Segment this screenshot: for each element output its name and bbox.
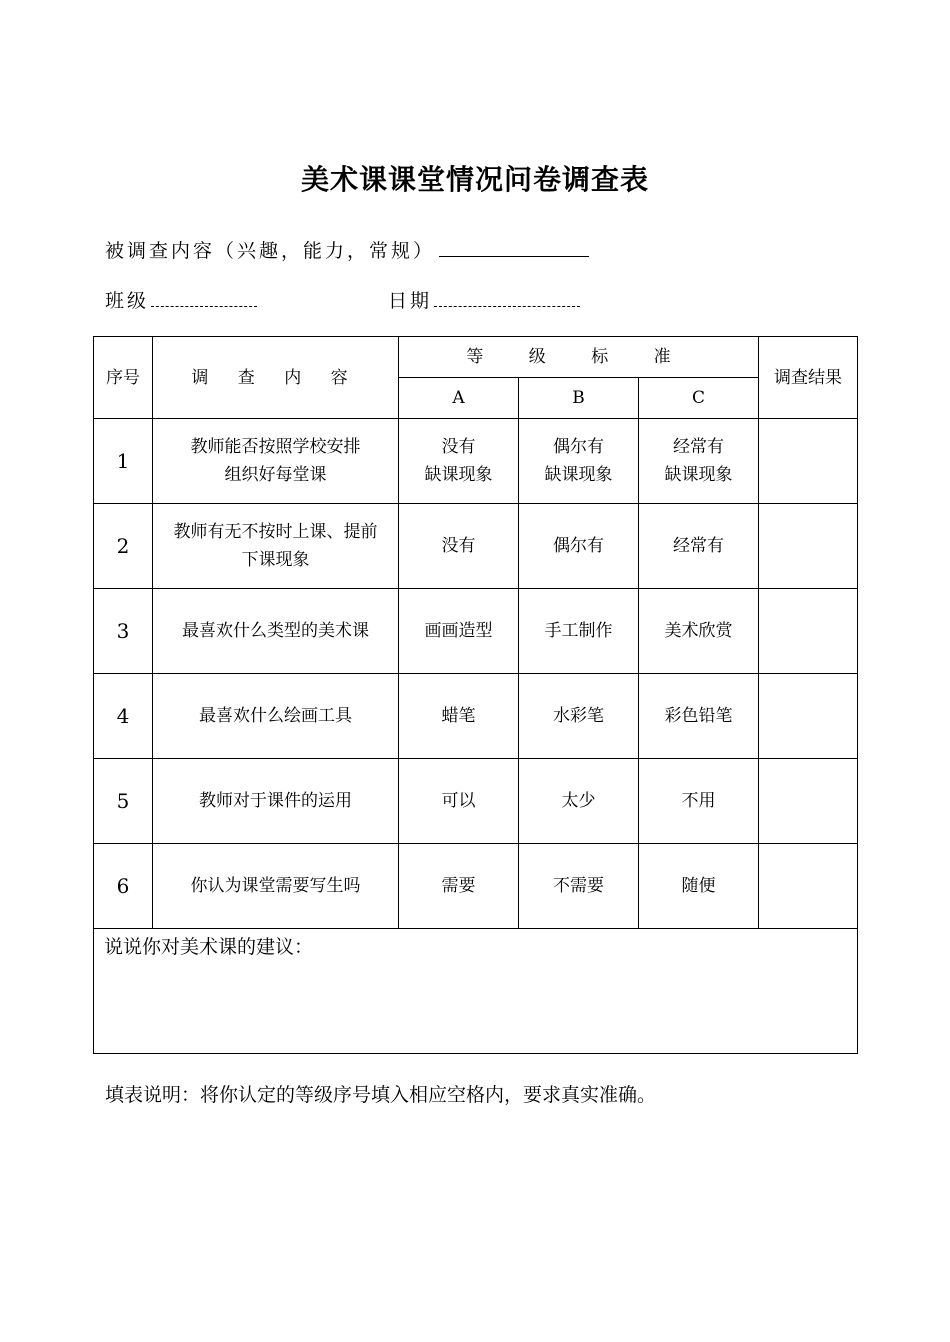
class-blank[interactable]: [151, 290, 257, 307]
class-line: [105, 286, 257, 313]
suggestion-label: 说说你对美术课的建议：: [104, 936, 314, 958]
result-cell[interactable]: [759, 419, 858, 504]
header-result: 调查结果: [759, 337, 858, 419]
table-row: [94, 419, 858, 504]
survey-table: [93, 336, 858, 1054]
option-a: 蜡笔: [399, 674, 519, 759]
row-content: 最喜欢什么绘画工具: [153, 674, 399, 759]
document-title: 美术课课堂情况问卷调查表: [300, 163, 649, 196]
row-content: 教师能否按照学校安排 组织好每堂课: [153, 419, 399, 504]
row-number: 6: [94, 844, 153, 929]
option-a: 需要: [399, 844, 519, 929]
header-grade-b: B: [519, 378, 639, 419]
fill-instructions: 填表说明：将你认定的等级序号填入相应空格内，要求真实准确。: [105, 1084, 657, 1106]
option-c: 彩色铅笔: [639, 674, 759, 759]
option-c: 美术欣赏: [639, 589, 759, 674]
row-number: 4: [94, 674, 153, 759]
option-c: 不用: [639, 759, 759, 844]
date-blank[interactable]: [434, 290, 580, 307]
result-cell[interactable]: [759, 759, 858, 844]
table-row: [94, 844, 858, 929]
row-number: 1: [94, 419, 153, 504]
row-content: 教师有无不按时上课、提前 下课现象: [153, 504, 399, 589]
subject-line: [105, 236, 589, 263]
table-row: [94, 759, 858, 844]
option-c: 经常有 缺课现象: [639, 419, 759, 504]
result-cell[interactable]: [759, 589, 858, 674]
option-b: 偶尔有: [519, 504, 639, 589]
option-c: 经常有: [639, 504, 759, 589]
date-label: 日期: [388, 290, 433, 312]
option-b: 太少: [519, 759, 639, 844]
option-a: 可以: [399, 759, 519, 844]
header-index: 序号: [94, 337, 153, 419]
header-content: 调 查 内 容: [153, 337, 399, 419]
row-number: 3: [94, 589, 153, 674]
header-grade-a: A: [399, 378, 519, 419]
date-line: [388, 286, 580, 313]
result-cell[interactable]: [759, 844, 858, 929]
table-row: [94, 674, 858, 759]
row-number: 5: [94, 759, 153, 844]
option-a: 没有: [399, 504, 519, 589]
header-grade-c: C: [639, 378, 759, 419]
option-b: 水彩笔: [519, 674, 639, 759]
row-content: 你认为课堂需要写生吗: [153, 844, 399, 929]
header-grade: 等 级 标 准: [399, 337, 759, 378]
row-content: 教师对于课件的运用: [153, 759, 399, 844]
option-c: 随便: [639, 844, 759, 929]
table-row: [94, 589, 858, 674]
suggestion-box[interactable]: [94, 929, 858, 1054]
subject-blank[interactable]: [439, 238, 589, 257]
option-b: 不需要: [519, 844, 639, 929]
result-cell[interactable]: [759, 504, 858, 589]
row-content: 最喜欢什么类型的美术课: [153, 589, 399, 674]
result-cell[interactable]: [759, 674, 858, 759]
option-b: 手工制作: [519, 589, 639, 674]
subject-label: 被调查内容（兴趣，能力，常规）: [105, 240, 436, 262]
option-a: 画画造型: [399, 589, 519, 674]
table-row: [94, 504, 858, 589]
option-a: 没有 缺课现象: [399, 419, 519, 504]
option-b: 偶尔有 缺课现象: [519, 419, 639, 504]
row-number: 2: [94, 504, 153, 589]
class-label: 班级: [105, 290, 150, 312]
